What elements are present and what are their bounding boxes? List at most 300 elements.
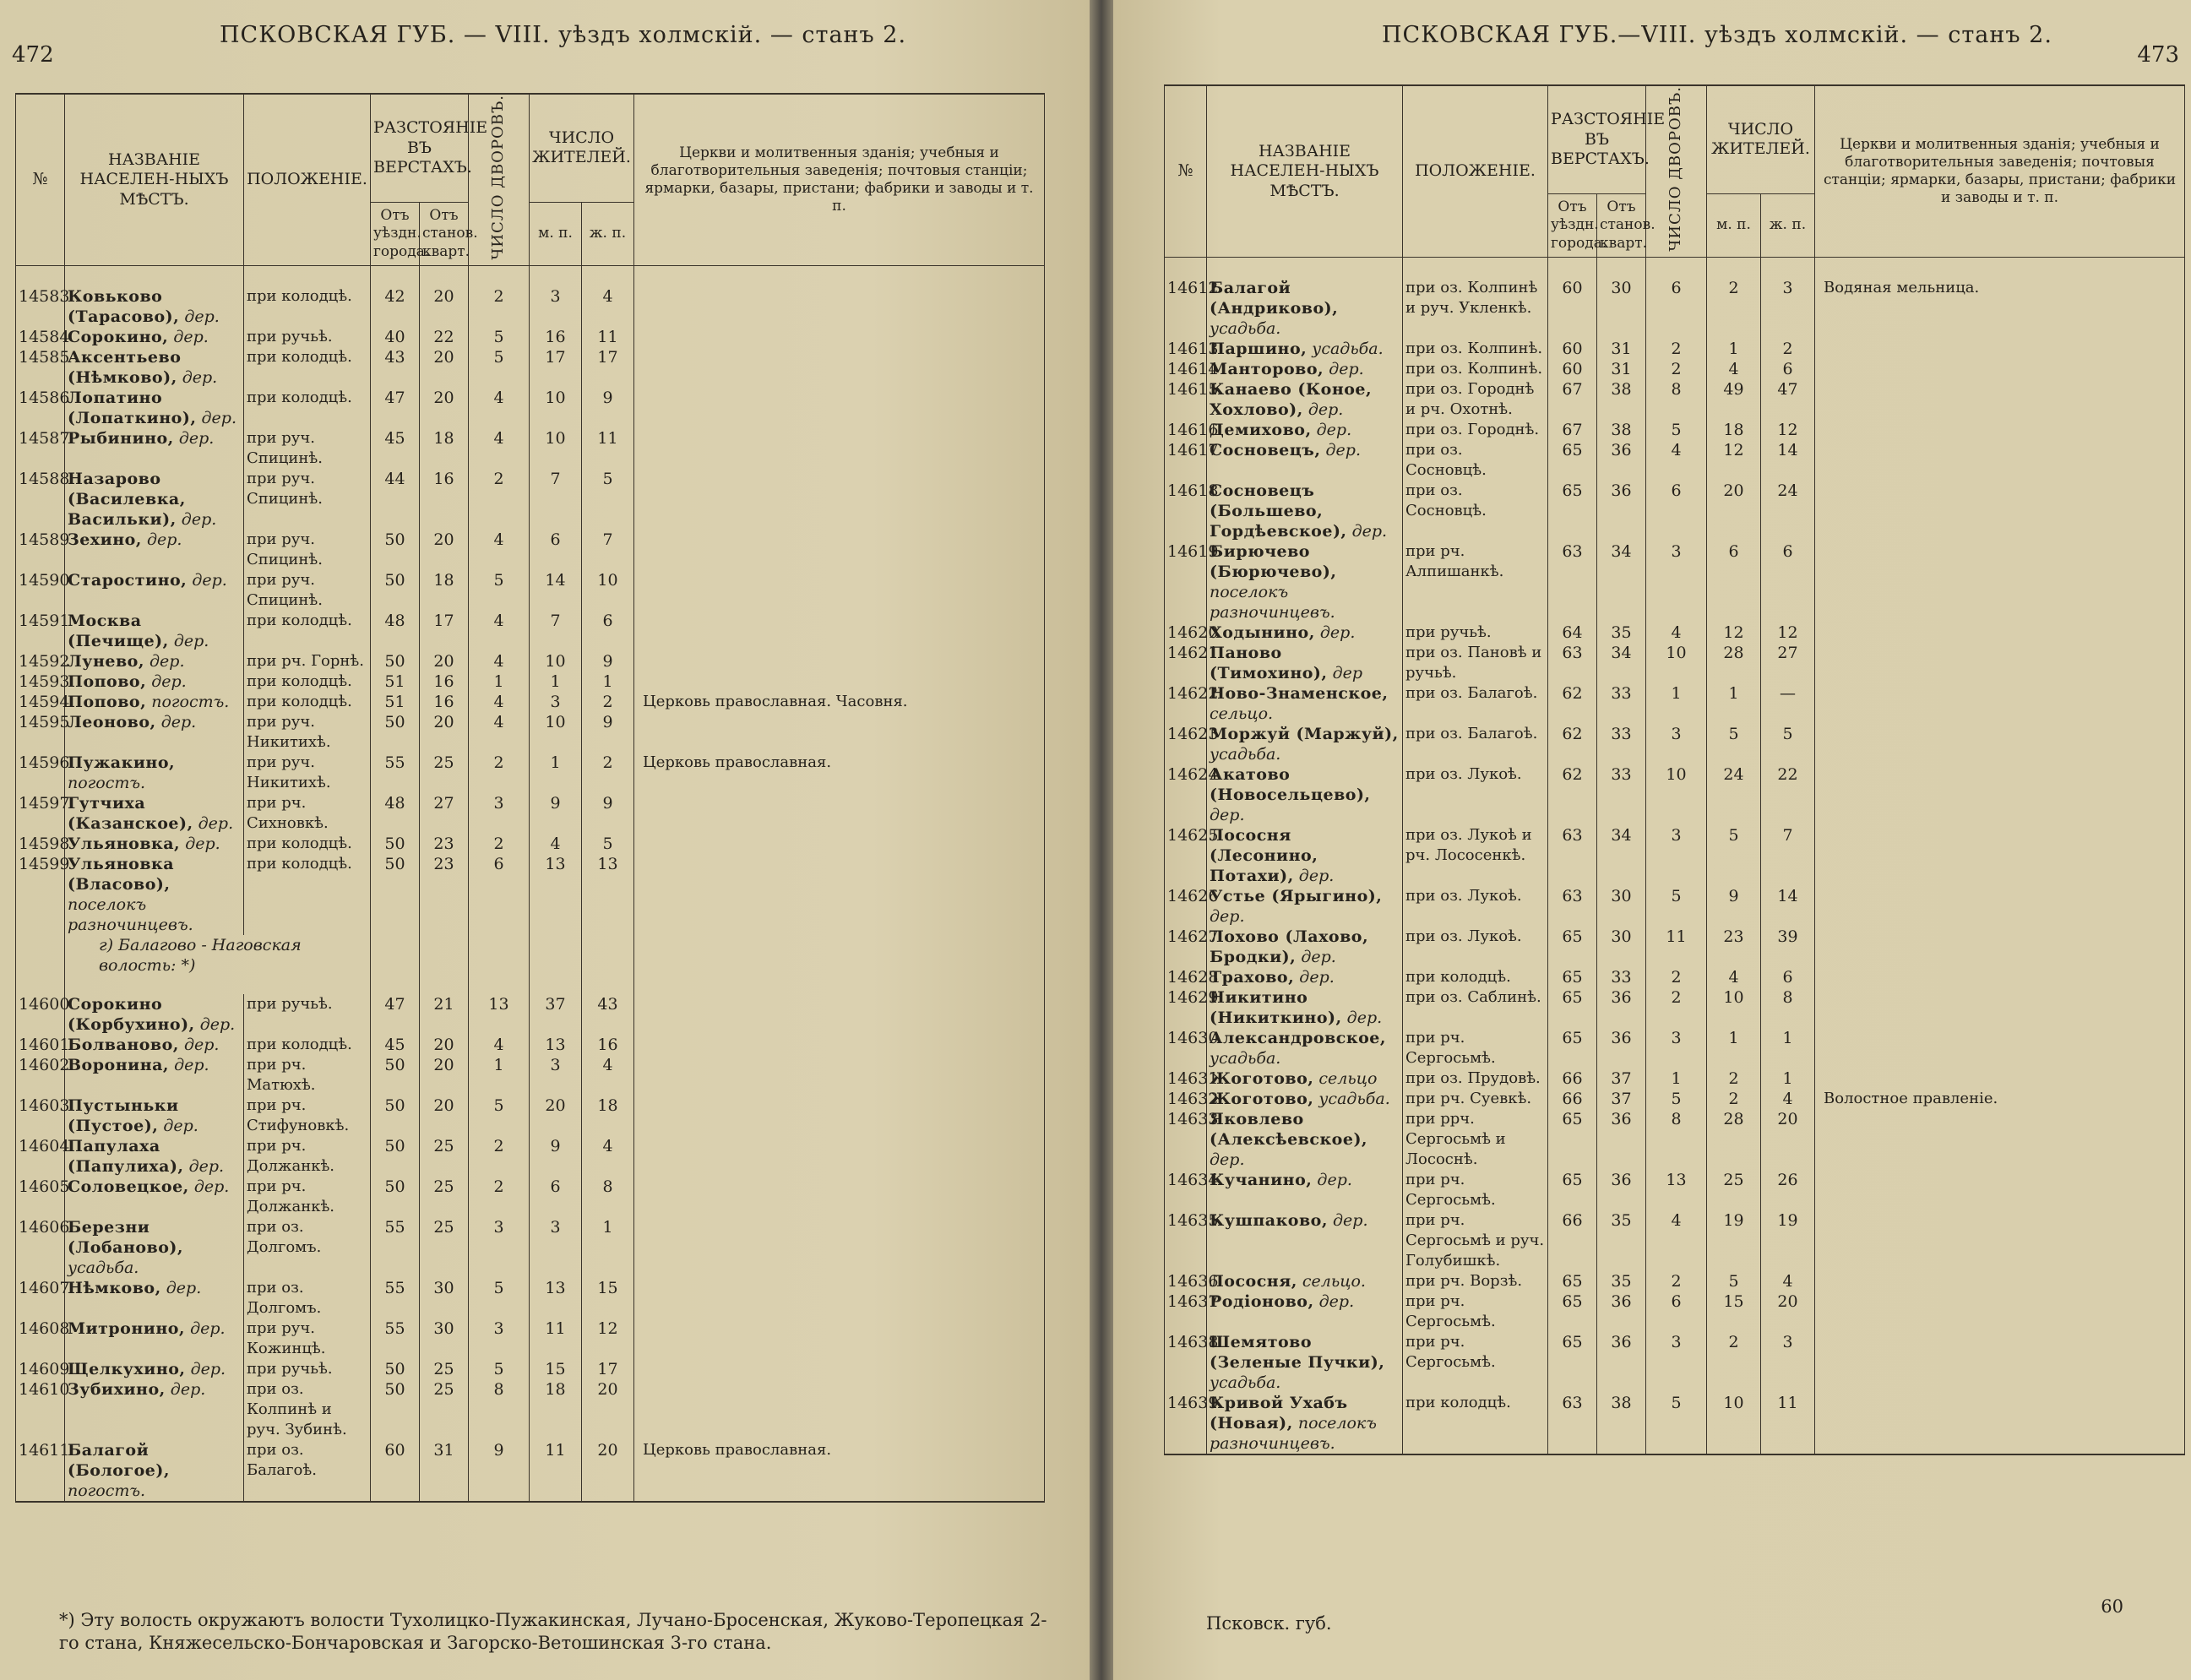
notes — [634, 570, 1045, 611]
yards-count: 1 — [1646, 1068, 1707, 1089]
dist-station: 36 — [1597, 1028, 1646, 1068]
yards-count: 3 — [1646, 825, 1707, 886]
place-type: дер. — [178, 429, 215, 449]
table-row — [16, 570, 1045, 611]
place-type: усадьба. — [1210, 1373, 1281, 1393]
male-count: 6 — [530, 1177, 582, 1217]
male-count: 20 — [1707, 481, 1761, 541]
place-name: Балагой (Бологое), — [68, 1441, 170, 1481]
row-number: 14604 — [16, 1136, 65, 1177]
notes — [634, 1096, 1045, 1136]
place-type: дер. — [174, 1056, 209, 1075]
male-count: 13 — [530, 854, 582, 935]
notes: Водяная мельница. — [1815, 258, 2185, 340]
dist-town: 62 — [1548, 683, 1597, 724]
table-row — [16, 1136, 1045, 1177]
position: при рч. Сергосьмѣ. — [1403, 1332, 1548, 1393]
table-row — [16, 1035, 1045, 1055]
table-row — [16, 834, 1045, 854]
dist-station: 35 — [1597, 623, 1646, 643]
dist-station: 20 — [420, 1055, 469, 1096]
notes — [1815, 420, 2185, 440]
table-row — [16, 1278, 1045, 1318]
position: при рч. Сергосьмѣ. — [1403, 1028, 1548, 1068]
place-type: дер. — [173, 632, 209, 651]
row-number: 14603 — [16, 1096, 65, 1136]
notes — [634, 1177, 1045, 1217]
place-type: дер. — [181, 510, 217, 530]
place-name: Сорокино, — [68, 328, 169, 347]
place-name-cell — [1207, 683, 1403, 724]
place-name-cell — [65, 327, 244, 347]
header-notes: Церкви и молитвенныя зданія; учебныя и благотворительныя заведенія; почтовыя станціи; ярмарки, базары, пристани; фабрики и заводы и т. п. — [1815, 85, 2185, 258]
row-number: 14625 — [1165, 825, 1207, 886]
notes — [634, 671, 1045, 692]
female-count: 47 — [1761, 379, 1815, 420]
male-count: 28 — [1707, 643, 1761, 683]
place-type: дер. — [1319, 623, 1356, 643]
header-population: ЧИСЛО ЖИТЕЛЕЙ. — [1707, 85, 1815, 193]
place-name-cell — [1207, 1028, 1403, 1068]
place-name: Ульяновка, — [68, 835, 181, 854]
footnote: *) Эту волость окружаютъ волости Тухолицко-Пужакинская, Лучано-Бросенская, Жуково-Теропецкая 2-го стана, Княжесельско-Бончаровская и Загорско-Ветошинская 3-го стана. — [59, 1610, 1047, 1653]
female-count: 3 — [1761, 258, 1815, 340]
place-name: Щелкухино, — [68, 1360, 186, 1379]
dist-station: 25 — [420, 1359, 469, 1379]
dist-town: 64 — [1548, 623, 1597, 643]
notes: Церковь православная. — [634, 753, 1045, 793]
dist-town: 65 — [1548, 1170, 1597, 1210]
position: при оз. Лукоѣ. — [1403, 764, 1548, 825]
yards-count: 10 — [1646, 764, 1707, 825]
dist-station: 34 — [1597, 541, 1646, 623]
place-name-cell — [65, 793, 244, 834]
header-male: м. п. — [1707, 193, 1761, 258]
place-type: дер. — [199, 1015, 236, 1035]
place-type: дер. — [1325, 441, 1362, 460]
yards-count: 2 — [469, 834, 530, 854]
place-name-cell — [65, 1217, 244, 1278]
position: при рч. Суевкѣ. — [1403, 1089, 1548, 1109]
notes — [634, 994, 1045, 1035]
male-count: 18 — [1707, 420, 1761, 440]
notes — [1815, 1028, 2185, 1068]
notes — [634, 388, 1045, 428]
male-count: 9 — [1707, 886, 1761, 927]
male-count: 24 — [1707, 764, 1761, 825]
dist-station: 31 — [420, 1440, 469, 1502]
place-name-cell — [65, 671, 244, 692]
dist-station: 20 — [420, 347, 469, 388]
yards-count: 5 — [1646, 1393, 1707, 1454]
position: при оз. Городнѣ. — [1403, 420, 1548, 440]
dist-station: 34 — [1597, 643, 1646, 683]
dist-station: 22 — [420, 327, 469, 347]
position: при колодцѣ. — [244, 266, 371, 328]
male-count: 13 — [530, 1278, 582, 1318]
notes — [1815, 683, 2185, 724]
place-name: Трахово, — [1210, 968, 1295, 987]
table-row — [16, 651, 1045, 671]
male-count: 12 — [1707, 440, 1761, 481]
header-population: ЧИСЛО ЖИТЕЛЕЙ. — [530, 94, 634, 202]
male-count: 23 — [1707, 927, 1761, 967]
male-count: 16 — [530, 327, 582, 347]
place-name-cell — [1207, 886, 1403, 927]
position: при руч. Спицинѣ. — [244, 530, 371, 570]
place-name-cell — [1207, 440, 1403, 481]
place-type: дер. — [1351, 522, 1388, 541]
table-row — [1165, 764, 2185, 825]
female-count: 19 — [1761, 1210, 1815, 1271]
row-number: 14637 — [1165, 1291, 1207, 1332]
male-count: 12 — [1707, 623, 1761, 643]
dist-station: 25 — [420, 753, 469, 793]
position: при рч. Сергосьмѣ и руч. Голубишкѣ. — [1403, 1210, 1548, 1271]
row-number: 14617 — [1165, 440, 1207, 481]
position: при оз. Прудовѣ. — [1403, 1068, 1548, 1089]
female-count: 2 — [582, 753, 634, 793]
female-count: 9 — [582, 793, 634, 834]
yards-count: 2 — [1646, 359, 1707, 379]
table-row — [16, 1379, 1045, 1440]
female-count: 9 — [582, 651, 634, 671]
notes — [634, 1379, 1045, 1440]
place-name: Устье (Ярыгино), — [1210, 887, 1383, 906]
dist-town: 60 — [1548, 339, 1597, 359]
table-row — [1165, 987, 2185, 1028]
place-name: Паново (Тимохино), — [1210, 644, 1328, 683]
male-count: 5 — [1707, 825, 1761, 886]
dist-town: 50 — [371, 570, 420, 611]
table-row — [1165, 886, 2185, 927]
place-name: Кривой Ухабъ (Новая), — [1210, 1394, 1348, 1433]
female-count: 11 — [1761, 1393, 1815, 1454]
notes — [1815, 1393, 2185, 1454]
place-type: дер. — [188, 1157, 225, 1177]
place-name: Шемятово (Зеленые Пучки), — [1210, 1333, 1385, 1373]
table-row — [16, 266, 1045, 328]
place-name: Болваново, — [68, 1036, 179, 1055]
female-count: 16 — [582, 1035, 634, 1055]
female-count: 24 — [1761, 481, 1815, 541]
place-type: дер. — [146, 530, 182, 550]
female-count: 2 — [1761, 339, 1815, 359]
female-count: 26 — [1761, 1170, 1815, 1210]
yards-count: 6 — [1646, 481, 1707, 541]
notes — [1815, 1271, 2185, 1291]
place-type: дер. — [163, 1117, 198, 1136]
male-count: 3 — [530, 1217, 582, 1278]
dist-station: 31 — [1597, 339, 1646, 359]
row-number: 14638 — [1165, 1332, 1207, 1393]
dist-town: 55 — [371, 1278, 420, 1318]
female-count: 1 — [1761, 1068, 1815, 1089]
yards-count: 9 — [469, 1440, 530, 1502]
dist-station: 37 — [1597, 1089, 1646, 1109]
empty-cell — [469, 935, 530, 994]
female-count: 7 — [1761, 825, 1815, 886]
male-count: 11 — [530, 1440, 582, 1502]
place-name: Лопатино (Лопаткино), — [68, 389, 197, 428]
yards-count: 3 — [469, 1318, 530, 1359]
notes — [634, 1278, 1045, 1318]
male-count: 15 — [1707, 1291, 1761, 1332]
table-row — [1165, 1332, 2185, 1393]
notes — [1815, 1068, 2185, 1089]
dist-station: 17 — [420, 611, 469, 651]
place-type: дер. — [192, 571, 227, 590]
table-row — [1165, 1393, 2185, 1454]
table-row — [1165, 420, 2185, 440]
dist-town: 55 — [371, 1318, 420, 1359]
position: при оз. Лукоѣ. — [1403, 886, 1548, 927]
dist-town: 60 — [1548, 359, 1597, 379]
header-name: НАЗВАНІЕ НАСЕЛЕН-НЫХЪ МѢСТЪ. — [1207, 85, 1403, 258]
position: при оз. Сосновцѣ. — [1403, 440, 1548, 481]
dist-station: 31 — [1597, 359, 1646, 379]
notes — [1815, 886, 2185, 927]
row-number: 14591 — [16, 611, 65, 651]
table-row — [1165, 1291, 2185, 1332]
yards-count: 5 — [469, 570, 530, 611]
place-name: Сосновецъ, — [1210, 441, 1321, 460]
yards-count: 3 — [1646, 724, 1707, 764]
male-count: 19 — [1707, 1210, 1761, 1271]
dist-town: 65 — [1548, 967, 1597, 987]
female-count: 13 — [582, 854, 634, 935]
dist-station: 35 — [1597, 1210, 1646, 1271]
settlements-table — [15, 93, 1045, 1503]
position: при руч. Спицинѣ. — [244, 570, 371, 611]
row-number: 14620 — [1165, 623, 1207, 643]
row-number: 14590 — [16, 570, 65, 611]
place-name-cell — [1207, 764, 1403, 825]
table-row — [16, 388, 1045, 428]
position: при ручьѣ. — [244, 994, 371, 1035]
position: при рч. Матюхѣ. — [244, 1055, 371, 1096]
table-row — [16, 994, 1045, 1035]
notes — [634, 651, 1045, 671]
dist-town: 63 — [1548, 541, 1597, 623]
place-name: Александровское, — [1210, 1029, 1386, 1048]
position: при рч. Сергосьмѣ. — [1403, 1170, 1548, 1210]
empty-cell — [634, 935, 1045, 994]
dist-station: 38 — [1597, 1393, 1646, 1454]
table-row — [16, 611, 1045, 651]
dist-town: 62 — [1548, 764, 1597, 825]
table-row — [16, 793, 1045, 834]
place-type: дер. — [1346, 1009, 1383, 1028]
place-type: дер. — [1308, 400, 1344, 420]
notes — [1815, 927, 2185, 967]
dist-town: 45 — [371, 1035, 420, 1055]
female-count: 14 — [1761, 440, 1815, 481]
yards-count: 13 — [1646, 1170, 1707, 1210]
male-count: 3 — [530, 266, 582, 328]
female-count: 4 — [1761, 1089, 1815, 1109]
female-count: — — [1761, 683, 1815, 724]
dist-town: 60 — [371, 1440, 420, 1502]
table-row — [16, 935, 1045, 994]
dist-town: 50 — [371, 854, 420, 935]
place-name-cell — [1207, 825, 1403, 886]
place-type: усадьба. — [1210, 1049, 1281, 1068]
row-number: 14610 — [16, 1379, 65, 1440]
position: при руч. Никитихѣ. — [244, 753, 371, 793]
female-count: 17 — [582, 1359, 634, 1379]
place-name: Никитино (Никиткино), — [1210, 988, 1342, 1028]
yards-count: 5 — [469, 1359, 530, 1379]
row-number: 14592 — [16, 651, 65, 671]
place-name: Манторово, — [1210, 360, 1324, 379]
position: при колодцѣ. — [244, 671, 371, 692]
table-row — [1165, 623, 2185, 643]
table-row — [1165, 967, 2185, 987]
row-number: 14608 — [16, 1318, 65, 1359]
notes — [634, 469, 1045, 530]
table-row — [1165, 440, 2185, 481]
yards-count: 8 — [1646, 1109, 1707, 1170]
place-name: Рыбинино, — [68, 429, 174, 449]
dist-town: 66 — [1548, 1068, 1597, 1089]
position: при оз. Долгомъ. — [244, 1217, 371, 1278]
dist-station: 36 — [1597, 1109, 1646, 1170]
place-type: дер. — [166, 1279, 202, 1298]
dist-town: 48 — [371, 611, 420, 651]
dist-town: 43 — [371, 347, 420, 388]
table-row — [1165, 1068, 2185, 1089]
table-row — [1165, 1170, 2185, 1210]
place-type: дер. — [201, 409, 236, 428]
yards-count: 2 — [469, 469, 530, 530]
place-type: дер. — [151, 672, 187, 692]
dist-station: 21 — [420, 994, 469, 1035]
female-count: 43 — [582, 994, 634, 1035]
notes — [1815, 623, 2185, 643]
dist-town: 67 — [1548, 420, 1597, 440]
row-number: 14622 — [1165, 683, 1207, 724]
place-name: Ульяновка (Власово), — [68, 855, 175, 894]
notes — [1815, 339, 2185, 359]
dist-station: 38 — [1597, 379, 1646, 420]
notes — [634, 266, 1045, 328]
row-number: 14615 — [1165, 379, 1207, 420]
table-row — [1165, 1028, 2185, 1068]
notes — [1815, 379, 2185, 420]
place-name-cell — [65, 753, 244, 793]
place-type: дер. — [1301, 948, 1336, 967]
place-type: дер. — [183, 1036, 220, 1055]
position: при оз. Колпинѣ. — [1403, 339, 1548, 359]
place-name-cell — [65, 1359, 244, 1379]
place-type: дер. — [1210, 907, 1245, 927]
place-name: Жоготово, — [1210, 1069, 1314, 1089]
male-count: 10 — [530, 428, 582, 469]
table-row — [16, 347, 1045, 388]
header-dist-town: Отъ уѣздн. города. — [371, 202, 420, 266]
dist-station: 18 — [420, 570, 469, 611]
row-number: 14606 — [16, 1217, 65, 1278]
female-count: 17 — [582, 347, 634, 388]
place-name: Нѣмково, — [68, 1279, 161, 1298]
notes — [1815, 967, 2185, 987]
yards-count: 5 — [469, 1096, 530, 1136]
table-row — [1165, 339, 2185, 359]
place-name: Папулаха (Папулиха), — [68, 1137, 184, 1177]
place-name: Кушпаково, — [1210, 1211, 1328, 1231]
dist-town: 47 — [371, 994, 420, 1035]
dist-town: 63 — [1548, 1393, 1597, 1454]
dist-station: 20 — [420, 1096, 469, 1136]
place-type: усадьба. — [1210, 319, 1281, 339]
place-type: дер. — [198, 814, 234, 834]
header-name: НАЗВАНІЕ НАСЕЛЕН-НЫХЪ МѢСТЪ. — [65, 94, 244, 266]
female-count: 3 — [1761, 1332, 1815, 1393]
dist-station: 33 — [1597, 967, 1646, 987]
female-count: 22 — [1761, 764, 1815, 825]
row-number: 14629 — [1165, 987, 1207, 1028]
signature-mark: 60 — [2101, 1596, 2123, 1617]
notes — [1815, 1109, 2185, 1170]
place-type: дер. — [1210, 1150, 1245, 1170]
place-type: дер. — [1318, 1292, 1355, 1312]
dist-town: 65 — [1548, 1271, 1597, 1291]
place-name: Москва (Печище), — [68, 612, 169, 651]
dist-station: 20 — [420, 651, 469, 671]
female-count: 14 — [1761, 886, 1815, 927]
notes — [634, 611, 1045, 651]
table-row — [16, 428, 1045, 469]
dist-station: 33 — [1597, 764, 1646, 825]
row-number: 14628 — [1165, 967, 1207, 987]
place-name-cell — [65, 469, 244, 530]
place-type: дер. — [182, 368, 218, 388]
header-dist-town: Отъ уѣздн. города. — [1548, 193, 1597, 258]
male-count: 49 — [1707, 379, 1761, 420]
dist-station: 23 — [420, 854, 469, 935]
place-name: Паршино, — [1210, 340, 1308, 359]
place-name: Акатово (Новосельцево), — [1210, 765, 1371, 805]
place-name-cell — [65, 1136, 244, 1177]
place-name-cell — [1207, 420, 1403, 440]
place-type: дер. — [184, 307, 220, 327]
notes — [634, 1136, 1045, 1177]
yards-count: 2 — [469, 266, 530, 328]
position: при рч. Должанкѣ. — [244, 1136, 371, 1177]
place-name-cell — [65, 1379, 244, 1440]
place-type: усадьба. — [68, 1259, 139, 1278]
row-number: 14599 — [16, 854, 65, 935]
position: при колодцѣ. — [244, 347, 371, 388]
notes — [1815, 440, 2185, 481]
header-notes: Церкви и молитвенныя зданія; учебныя и благотворительныя заведенія; почтовыя станціи; ярмарки, базары, пристани; фабрики и заводы и т. п. — [634, 94, 1045, 266]
place-type: дер. — [1333, 1211, 1368, 1231]
place-name-cell — [65, 1035, 244, 1055]
female-count: 12 — [1761, 420, 1815, 440]
place-name: Митронино, — [68, 1319, 186, 1339]
dist-station: 30 — [1597, 886, 1646, 927]
place-name-cell — [65, 1096, 244, 1136]
yards-count: 5 — [469, 347, 530, 388]
dist-town: 50 — [371, 651, 420, 671]
position: при колодцѣ. — [244, 692, 371, 712]
place-name: Старостино, — [68, 571, 188, 590]
yards-count: 5 — [469, 327, 530, 347]
place-type: поселокъ разночинцевъ. — [68, 895, 193, 935]
row-number: 14630 — [1165, 1028, 1207, 1068]
place-name: Аксентьево (Нѣмково), — [68, 348, 182, 388]
